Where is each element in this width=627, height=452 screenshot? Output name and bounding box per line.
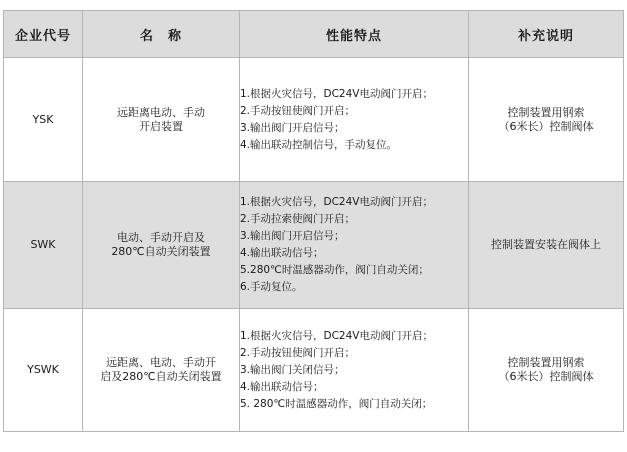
name-line: 启及280℃自动关闭装置 [100,370,222,383]
note-line: （6米长）控制阀体 [498,370,594,383]
spec-table [3,10,624,432]
code-cell: YSWK [4,309,83,432]
name-line: 开启装置 [139,119,183,133]
feature-item: 2.手动按钮使阀门开启； [240,346,356,359]
feature-item: 4.输出联动信号； [240,247,324,259]
name-line: 280℃自动关闭装置 [111,245,211,258]
note-line: 控制装置用钢索 [507,105,585,119]
table-row [4,309,624,432]
name-line: 电动、手动开启及 [117,231,205,244]
name-line: 远距离、电动、手动开 [106,356,216,369]
table-header-row [4,11,624,58]
feature-item: 1.根据火灾信号，DC24V电动阀门开启； [240,196,433,208]
note-cell [469,182,624,309]
feature-item: 4.输出联动控制信号，手动复位。 [240,138,398,151]
feature-item: 3.输出阀门关闭信号； [240,363,345,376]
feature-item: 2.手动按钮使阀门开启； [240,104,356,117]
feature-item: 5.280℃时温感器动作，阀门自动关闭； [240,264,429,276]
code-cell: YSK [4,58,83,182]
feature-item: 1.根据火灾信号，DC24V电动阀门开启； [240,87,433,100]
features-cell [240,58,469,182]
features-cell [240,309,469,432]
code-cell: SWK [4,182,83,309]
note-line: 控制装置安装在阀体上 [491,238,601,251]
note-line: （6米长）控制阀体 [498,119,594,133]
note-cell [469,58,624,182]
table-row [4,58,624,182]
header-code: 企业代号 [4,11,83,58]
note-cell [469,309,624,432]
header-name: 名 称 [83,11,240,58]
note-line: 控制装置用钢索 [507,356,585,369]
header-notes: 补充说明 [469,11,624,58]
name-line: 远距离电动、手动 [117,105,205,119]
feature-item: 6.手动复位。 [240,281,303,293]
feature-item: 4.输出联动信号； [240,380,324,393]
name-cell [83,58,240,182]
feature-item: 1.根据火灾信号，DC24V电动阀门开启； [240,329,433,342]
feature-item: 2.手动拉索使阀门开启； [240,213,356,225]
feature-item: 3.输出阀门开启信号； [240,121,345,134]
feature-item: 5. 280℃时温感器动作，阀门自动关闭； [240,397,433,410]
table-row [4,182,624,309]
name-cell [83,182,240,309]
header-features: 性能特点 [240,11,469,58]
feature-item: 3.输出阀门开启信号； [240,230,345,242]
name-cell [83,309,240,432]
features-cell [240,182,469,309]
